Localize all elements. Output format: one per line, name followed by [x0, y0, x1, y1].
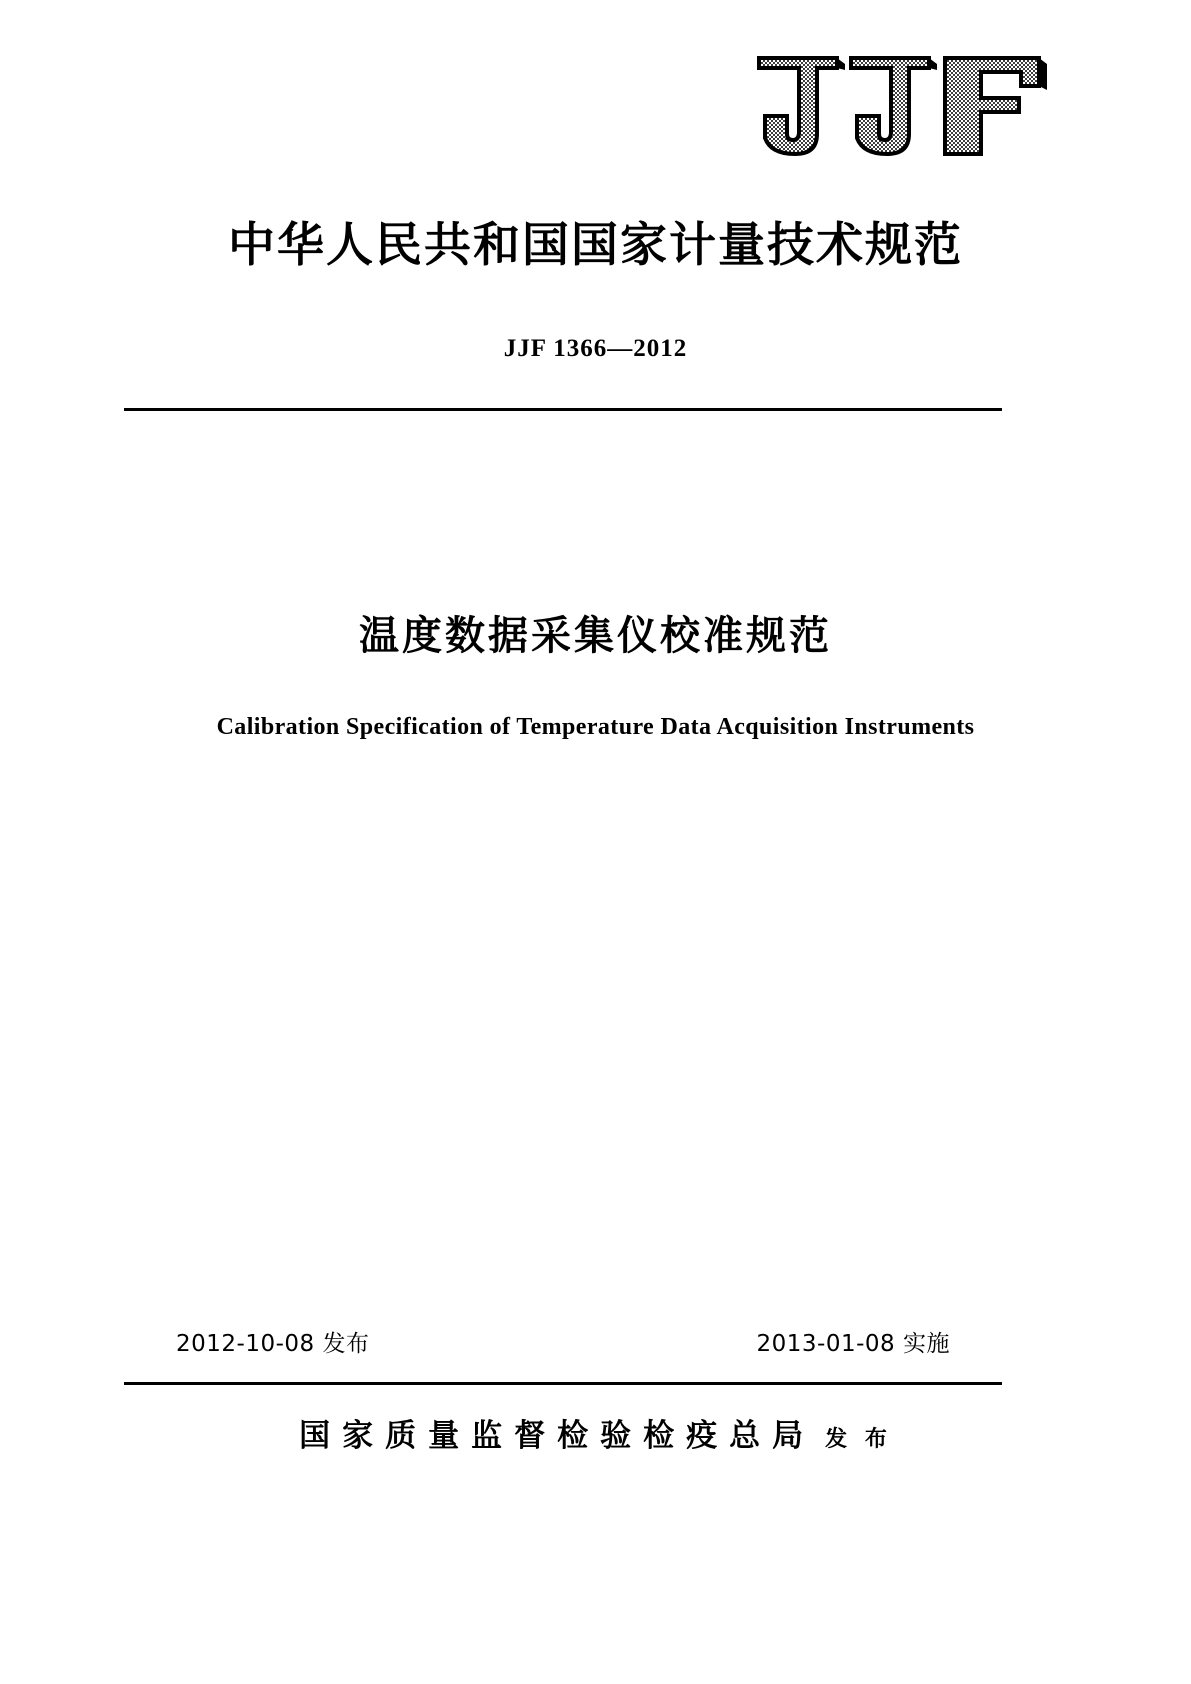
effective-date: 2013-01-08 实施	[756, 1331, 950, 1357]
national-standard-title: 中华人民共和国国家计量技术规范	[228, 218, 963, 273]
issuer-verb: 发 布	[825, 1427, 892, 1452]
divider-top	[124, 408, 1002, 411]
document-title-chinese: 温度数据采集仪校准规范	[359, 612, 832, 659]
jjf-logo-icon	[733, 50, 1063, 175]
standard-number: JJF 1366—2012	[503, 335, 688, 362]
dates-row	[124, 1325, 1002, 1358]
divider-bottom	[124, 1382, 1002, 1385]
document-title-english: Calibration Specification of Temperature Data Acquisition Instruments	[216, 714, 975, 740]
issue-date: 2012-10-08 发布	[176, 1331, 370, 1357]
issuer-name: 国家质量监督检验检疫总局	[299, 1418, 816, 1454]
issuer-row	[0, 1410, 1191, 1455]
